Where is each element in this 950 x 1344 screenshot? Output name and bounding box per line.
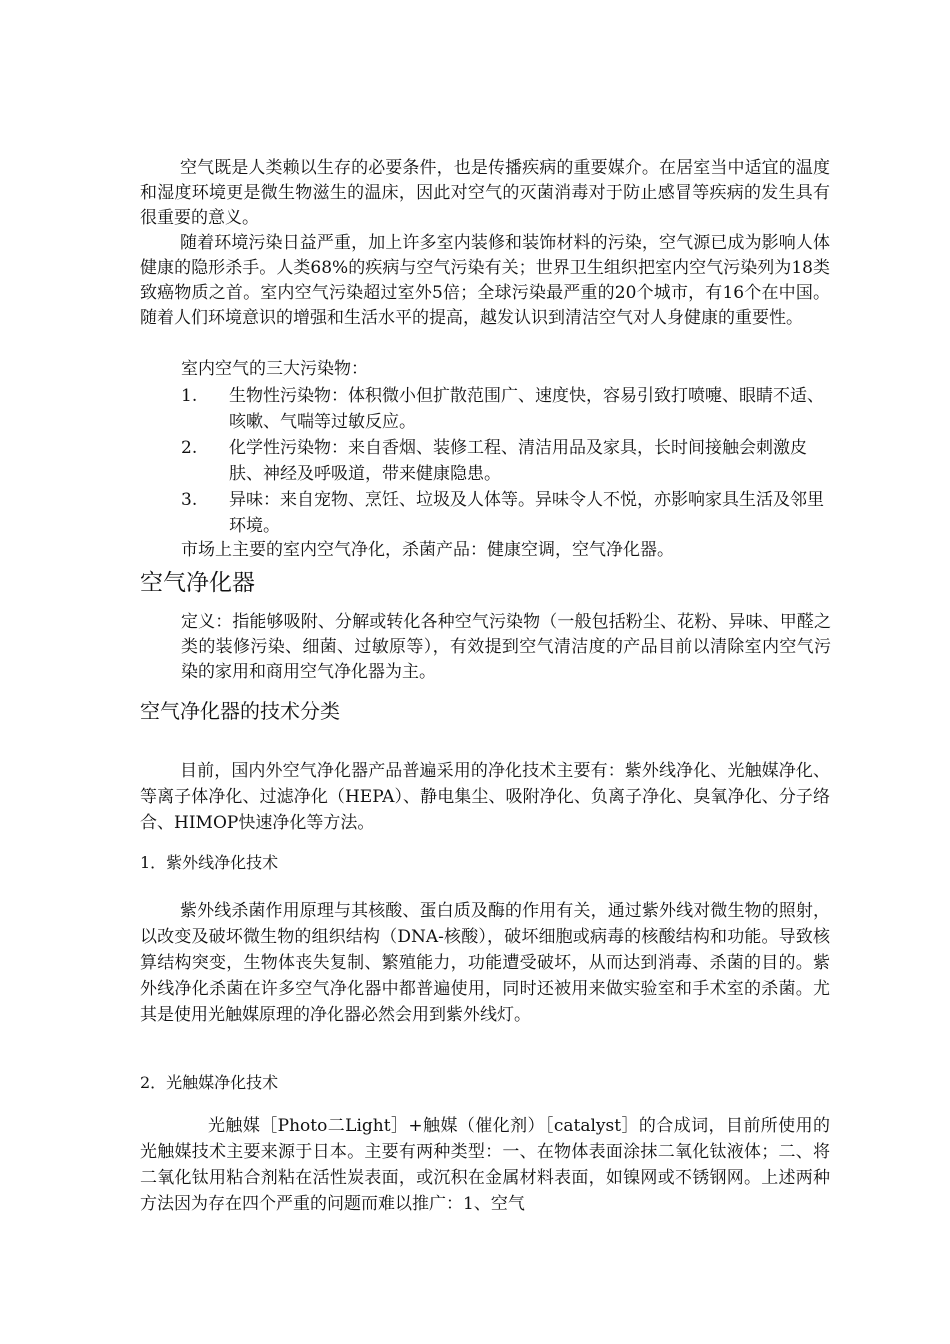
- list-text: 生物性污染物：体积微小但扩散范围广、速度快，容易引致打喷嚏、眼睛不适、咳嗽、气喘等过敏反应。: [229, 386, 824, 432]
- market-products-line: 市场上主要的室内空气净化，杀菌产品：健康空调，空气净化器。: [181, 540, 674, 560]
- list-text: 异味：来自宠物、烹饪、垃圾及人体等。异味令人不悦，亦影响家具生活及邻里环境。: [229, 490, 824, 536]
- pollutants-intro: 室内空气的三大污染物：: [181, 359, 368, 379]
- list-number: 2.: [181, 438, 198, 458]
- intro-paragraph-2: 随着环境污染日益严重，加上许多室内装修和装饰材料的污染，空气源已成为影响人体健康的隐形杀手。人类68%的疾病与空气污染有关；世界卫生组织把室内空气污染列为18类致癌物质之首。室内空气污染超过室外5倍；全球污染最严重的20个城市，有16个在中国。随着人们环境意识的增强和生活水平的提高，越发认识到清洁空气对人身健康的重要性。: [140, 233, 830, 328]
- list-text: 化学性污染物：来自香烟、装修工程、清洁用品及家具，长时间接触会刺激皮肤、神经及呼吸道，带来健康隐患。: [229, 438, 807, 484]
- intro-paragraph-1: 空气既是人类赖以生存的必要条件，也是传播疾病的重要媒介。在居室当中适宜的温度和湿度环境更是微生物滋生的温床，因此对空气的灭菌消毒对于防止感冒等疾病的发生具有很重要的意义。: [140, 158, 830, 228]
- list-number: 1.: [181, 386, 198, 406]
- list-number: 3.: [181, 490, 198, 510]
- uv-paragraph: 紫外线杀菌作用原理与其核酸、蛋白质及酶的作用有关，通过紫外线对微生物的照射，以改变及破坏微生物的组织结构（DNA-核酸），破坏细胞或病毒的核酸结构和功能。导致核算结构突变，生物体丧失复制、繁殖能力，功能遭受破坏，从而达到消毒、杀菌的目的。紫外线净化杀菌在许多空气净化器中都普遍使用，同时还被用来做实验室和手术室的杀菌。尤其是使用光触媒原理的净化器必然会用到紫外线灯。: [140, 901, 830, 1025]
- section-heading-tech: 空气净化器的技术分类: [140, 699, 340, 723]
- purifier-definition: 定义：指能够吸附、分解或转化各种空气污染物（一般包括粉尘、花粉、异味、甲醛之类的装修污染、细菌、过敏原等），有效提到空气清洁度的产品目前以清除室内空气污染的家用和商用空气净化器为主。: [181, 612, 831, 682]
- photocatalyst-paragraph: 光触媒［Photo二Light］+触媒（催化剂）［catalyst］的合成词，目前所使用的光触媒技术主要来源于日本。主要有两种类型：一、在物体表面涂抹二氧化钛液体；二、将二氧化钛用粘合剂粘在活性炭表面，或沉积在金属材料表面，如镍网或不锈钢网。上述两种方法因为存在四个严重的问题而难以推广：1、空气: [140, 1116, 830, 1214]
- uv-heading: 1．紫外线净化技术: [140, 853, 279, 872]
- section-heading-purifier: 空气净化器: [140, 570, 255, 596]
- tech-overview-paragraph: 目前，国内外空气净化器产品普遍采用的净化技术主要有：紫外线净化、光触媒净化、等离子体净化、过滤净化（HEPA）、静电集尘、吸附净化、负离子净化、臭氧净化、分子络合、HIMOP快速净化等方法。: [140, 761, 830, 833]
- photocatalyst-heading: 2．光触媒净化技术: [140, 1073, 279, 1092]
